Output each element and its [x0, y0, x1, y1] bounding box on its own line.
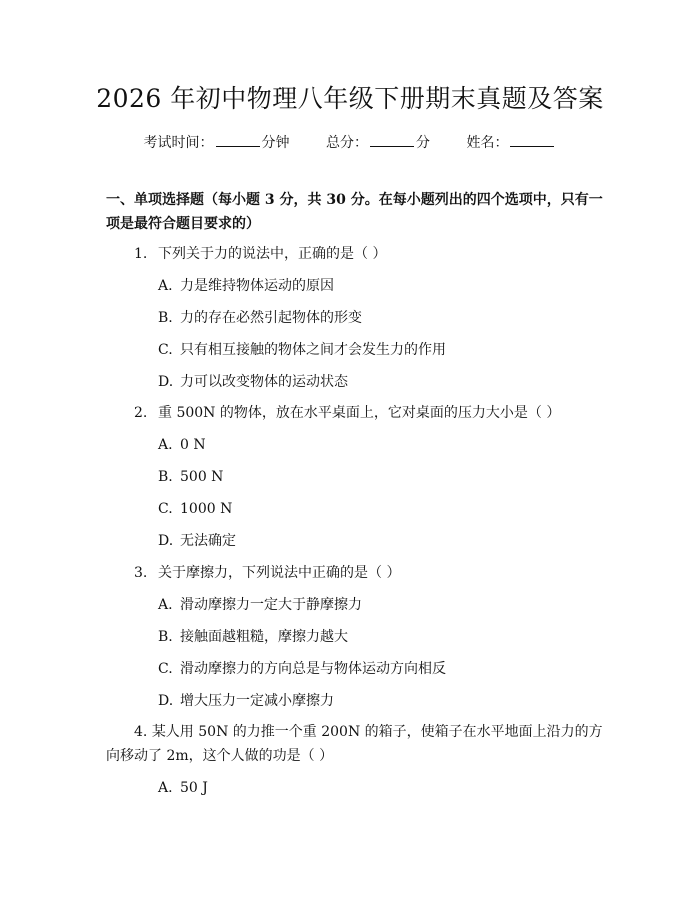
option-letter: A.: [158, 780, 173, 796]
option-item: [158, 308, 362, 328]
option-item: [158, 276, 334, 296]
question-number: 3.: [134, 565, 148, 581]
option-item: [158, 499, 232, 519]
option-item: [158, 531, 236, 551]
score-label: 总分：: [326, 135, 368, 151]
question-text: 重 500N 的物体，放在水平桌面上，它对桌面的压力大小是（ ）: [158, 405, 561, 421]
option-item: [158, 595, 362, 615]
score-blank: [370, 132, 414, 147]
question-text: 某人用 50N 的力推一个重 200N 的箱子，使箱子在水平地面上沿力的方向移动了 2m，这个人做的功是（ ）: [106, 724, 603, 764]
option-text: 力是维持物体运动的原因: [180, 278, 334, 294]
time-label: 考试时间：: [143, 135, 214, 151]
option-letter: B.: [158, 469, 173, 485]
option-text: 无法确定: [180, 533, 236, 549]
option-text: 500 N: [180, 469, 224, 485]
time-blank: [216, 132, 260, 147]
option-item: [158, 340, 446, 360]
option-item: [158, 467, 223, 487]
option-text: 50 J: [180, 780, 208, 796]
name-field: [466, 135, 556, 151]
name-label: 姓名：: [466, 135, 509, 151]
option-letter: A.: [158, 437, 173, 453]
option-text: 接触面越粗糙，摩擦力越大: [180, 629, 348, 645]
time-field: [144, 135, 294, 151]
score-field: [326, 135, 434, 151]
section-heading: 一、单项选择题（每小题 3 分，共 30 分。在每小题列出的四个选项中，只有一项是最符合题目要求的）: [106, 192, 603, 232]
option-item: [158, 778, 208, 798]
option-text: 滑动摩擦力一定大于静摩擦力: [180, 597, 362, 613]
option-letter: B.: [158, 310, 173, 326]
option-item: [158, 659, 446, 679]
option-text: 增大压力一定减小摩擦力: [180, 693, 334, 709]
option-letter: D.: [158, 374, 174, 390]
question-text: 下列关于力的说法中，正确的是（ ）: [158, 246, 387, 262]
option-text: 1000 N: [180, 501, 233, 517]
question-number: 2.: [134, 405, 148, 421]
question-2: [134, 403, 560, 423]
option-letter: C.: [158, 342, 173, 358]
time-unit: 分钟: [261, 135, 290, 151]
question-3: [134, 563, 400, 583]
question-number: 4.: [134, 724, 148, 740]
option-text: 0 N: [180, 437, 206, 453]
question-number: 1.: [134, 246, 148, 262]
option-letter: D.: [158, 533, 174, 549]
page-title: 2026 年初中物理八年级下册期末真题及答案: [96, 84, 604, 113]
option-letter: C.: [158, 501, 173, 517]
option-item: [158, 372, 348, 392]
option-letter: A.: [158, 278, 173, 294]
question-4: [106, 720, 606, 768]
question-text: 关于摩擦力，下列说法中正确的是（ ）: [158, 565, 401, 581]
name-blank: [510, 132, 554, 147]
option-text: 力的存在必然引起物体的形变: [180, 310, 362, 326]
option-letter: D.: [158, 693, 174, 709]
option-item: [158, 627, 348, 647]
option-letter: A.: [158, 597, 173, 613]
score-unit: 分: [416, 135, 430, 151]
option-item: [158, 691, 334, 711]
question-1: [134, 244, 386, 264]
option-letter: C.: [158, 661, 173, 677]
option-item: [158, 435, 206, 455]
exam-info-line: [0, 132, 700, 153]
option-text: 滑动摩擦力的方向总是与物体运动方向相反: [180, 661, 446, 677]
option-text: 只有相互接触的物体之间才会发生力的作用: [180, 342, 446, 358]
option-text: 力可以改变物体的运动状态: [180, 374, 348, 390]
option-letter: B.: [158, 629, 173, 645]
